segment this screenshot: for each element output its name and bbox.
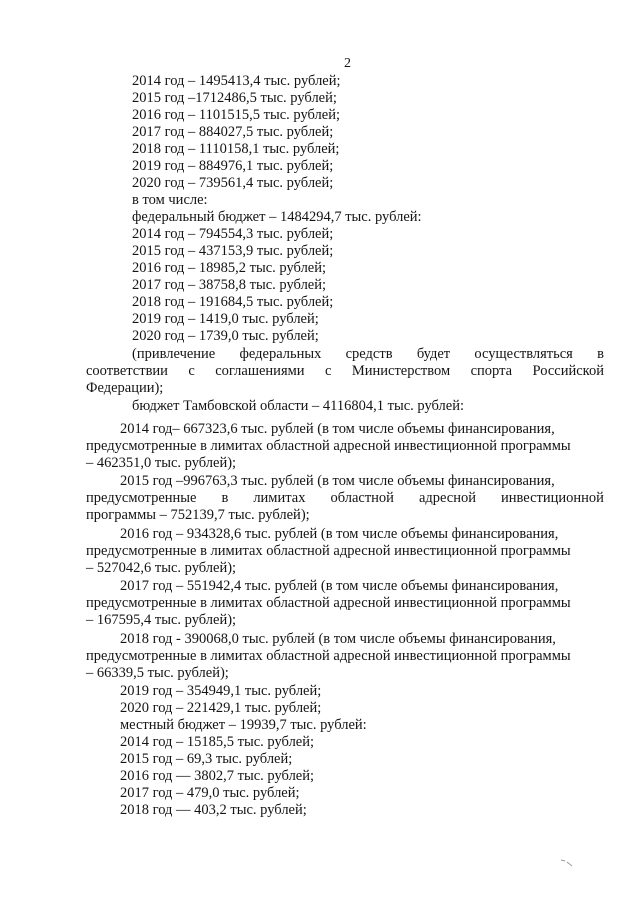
regional-item-line: предусмотренные в лимитах областной адресной инвестиционной программы xyxy=(86,648,571,664)
federal-budget-header: федеральный бюджет – 1484294,7 тыс. рублей: xyxy=(132,209,422,225)
word: адресной xyxy=(418,490,477,506)
word: инвестиционной xyxy=(501,490,604,506)
word: лимитах xyxy=(253,490,306,506)
regional-item-line: 2018 год - 390068,0 тыс. рублей (в том числе объемы финансирования, xyxy=(120,631,556,647)
text-line: 2019 год – 1419,0 тыс. рублей; xyxy=(132,311,319,327)
regional-item-line: предусмотренные в лимитах областной адресной инвестиционной программы xyxy=(86,543,571,559)
scan-artifact-mark xyxy=(560,858,574,868)
text-line: 2020 год – 1739,0 тыс. рублей; xyxy=(132,328,319,344)
regional-item-line: программы – 752139,7 тыс. рублей); xyxy=(86,507,310,523)
text-line: 2015 год –1712486,5 тыс. рублей; xyxy=(132,90,337,106)
regional-item-line: предусмотренные в лимитах областной адресной инвестиционной программы xyxy=(86,438,571,454)
word: в xyxy=(597,346,604,362)
word: осуществляться xyxy=(474,346,573,362)
text-line: 2017 год – 884027,5 тыс. рублей; xyxy=(132,124,334,140)
page-number: 2 xyxy=(344,56,351,71)
text-line: 2017 год – 38758,8 тыс. рублей; xyxy=(132,277,327,293)
word: с xyxy=(188,363,195,379)
text-line: 2020 год – 221429,1 тыс. рублей; xyxy=(120,700,322,716)
regional-item-line: предусмотренные в лимитах областной адресной инвестиционной программы xyxy=(86,595,571,611)
regional-item-line xyxy=(86,490,604,507)
note-line-2 xyxy=(86,363,604,380)
word: с xyxy=(324,363,332,379)
regional-item-line: 2015 год –996763,3 тыс. рублей (в том числе объемы финансирования, xyxy=(120,473,555,489)
text-line: 2014 год – 15185,5 тыс. рублей; xyxy=(120,734,315,750)
text-line: 2016 год – 18985,2 тыс. рублей; xyxy=(132,260,327,276)
word: областной xyxy=(330,490,394,506)
note-line-1 xyxy=(132,346,604,363)
regional-item-line: – 527042,6 тыс. рублей); xyxy=(86,560,237,576)
regional-budget-header: бюджет Тамбовской области – 4116804,1 тыс. рублей: xyxy=(132,398,464,414)
word: Российской xyxy=(532,363,604,379)
word: федеральных xyxy=(239,346,322,362)
text-line: в том числе: xyxy=(132,192,208,208)
regional-item-line: 2014 год– 667323,6 тыс. рублей (в том числе объемы финансирования, xyxy=(120,421,555,437)
regional-item-line: 2016 год – 934328,6 тыс. рублей (в том числе объемы финансирования, xyxy=(120,526,559,542)
text-line: 2019 год – 354949,1 тыс. рублей; xyxy=(120,683,322,699)
word: соглашениями xyxy=(215,363,305,379)
word: предусмотренные xyxy=(86,490,197,506)
note-line-3: Федерации); xyxy=(86,380,164,396)
text-line: 2018 год – 191684,5 тыс. рублей; xyxy=(132,294,334,310)
word: спорта xyxy=(470,363,513,379)
regional-item-line: – 167595,4 тыс. рублей); xyxy=(86,612,237,628)
text-line: 2018 год — 403,2 тыс. рублей; xyxy=(120,802,307,818)
text-line: 2014 год – 1495413,4 тыс. рублей; xyxy=(132,73,341,89)
text-line: 2019 год – 884976,1 тыс. рублей; xyxy=(132,158,334,174)
local-budget-header: местный бюджет – 19939,7 тыс. рублей: xyxy=(120,717,367,733)
word: соответствии xyxy=(86,363,168,379)
text-line: 2016 год — 3802,7 тыс. рублей; xyxy=(120,768,315,784)
word: в xyxy=(221,490,229,506)
regional-item-line: – 462351,0 тыс. рублей); xyxy=(86,455,237,471)
word: Министерством xyxy=(351,363,451,379)
text-line: 2015 год – 437153,9 тыс. рублей; xyxy=(132,243,334,259)
text-line: 2016 год – 1101515,5 тыс. рублей; xyxy=(132,107,340,123)
text-line: 2017 год – 479,0 тыс. рублей; xyxy=(120,785,300,801)
word: средств xyxy=(345,346,393,362)
regional-item-line: 2017 год – 551942,4 тыс. рублей (в том числе объемы финансирования, xyxy=(120,578,559,594)
regional-item-line: – 66339,5 тыс. рублей); xyxy=(86,665,229,681)
text-line: 2014 год – 794554,3 тыс. рублей; xyxy=(132,226,334,242)
text-line: 2020 год – 739561,4 тыс. рублей; xyxy=(132,175,334,191)
word: (привлечение xyxy=(132,346,216,362)
text-line: 2018 год – 1110158,1 тыс. рублей; xyxy=(132,141,340,157)
word: будет xyxy=(416,346,451,362)
text-line: 2015 год – 69,3 тыс. рублей; xyxy=(120,751,293,767)
